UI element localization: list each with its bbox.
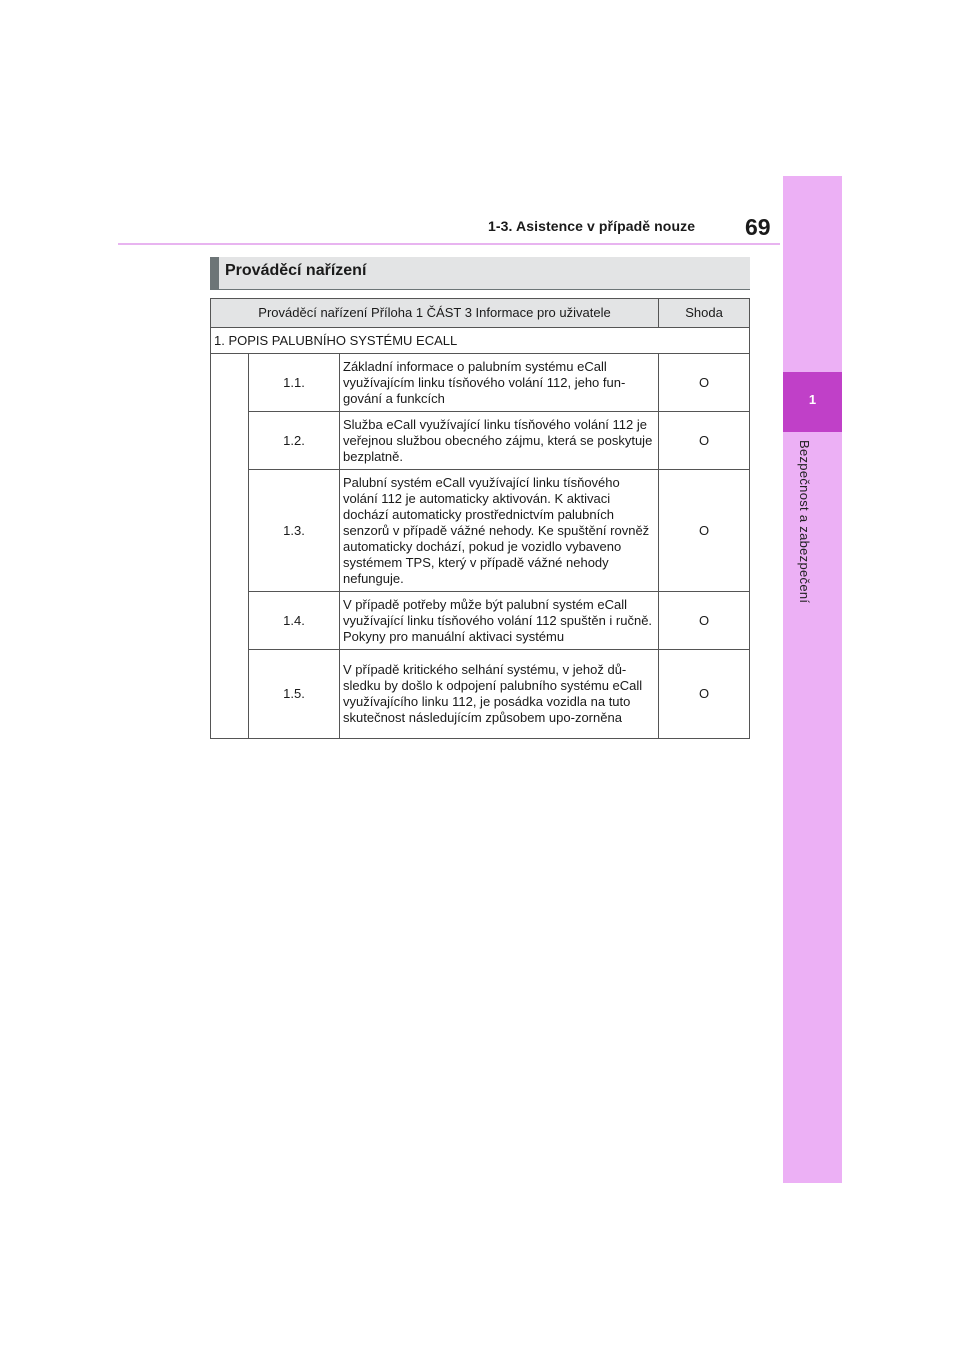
chapter-section-title: 1-3. Asistence v případě nouze <box>488 218 696 234</box>
regulation-table <box>210 298 750 739</box>
table-row-text: Palubní systém eCall využívající linku tísňového volání 112 je automaticky aktivován. K aktivaci dochází automaticky prostřednictvím palubních senzorů v případě vážné nehody. Ke spuštění rovněž automaticky dochází, pokud je vozidlo vybaveno systémem TPS, který v případě vážné nehody nefunguje. <box>340 470 659 592</box>
section-heading-underline <box>210 289 750 290</box>
table-row-number: 1.4. <box>249 592 340 650</box>
table-header-requirement: Prováděcí nařízení Příloha 1 ČÁST 3 Informace pro uživatele <box>211 299 659 328</box>
table-chapter-title: 1. POPIS PALUBNÍHO SYSTÉMU ECALL <box>211 328 750 354</box>
table-row-number: 1.1. <box>249 354 340 412</box>
header-divider <box>118 243 780 245</box>
chapter-side-tab <box>783 176 842 1183</box>
page-number: 69 <box>745 214 771 240</box>
table-row-match: O <box>659 412 750 470</box>
table-row <box>211 592 750 650</box>
table-row-match: O <box>659 592 750 650</box>
table-row-match: O <box>659 470 750 592</box>
table-row-number: 1.5. <box>249 650 340 739</box>
table-row <box>211 650 750 739</box>
table-row-text: V případě potřeby může být palubní systém eCall využívající linku tísňového volání 112 spuštěn i ručně. Pokyny pro manuální aktivaci systému <box>340 592 659 650</box>
table-indent-cell <box>211 354 249 739</box>
table-row <box>211 470 750 592</box>
table-row-text: Základní informace o palubním systému eCall využívajícím linku tísňového volání 112, jeho fun-gování a funkcích <box>340 354 659 412</box>
table-header-row <box>211 299 750 328</box>
table-row-text: Služba eCall využívající linku tísňového volání 112 je veřejnou službou obecného zájmu, která se poskytuje bezplatně. <box>340 412 659 470</box>
table-row-number: 1.2. <box>249 412 340 470</box>
table-chapter-row <box>211 328 750 354</box>
table-header-match: Shoda <box>659 299 750 328</box>
table-row-match: O <box>659 354 750 412</box>
chapter-side-tab-label: Bezpečnost a zabezpečení <box>797 440 812 604</box>
section-heading: Prováděcí nařízení <box>210 257 750 289</box>
table-row-match: O <box>659 650 750 739</box>
table-row-text: V případě kritického selhání systému, v jehož dů-sledku by došlo k odpojení palubního systému eCall využívajícího linku 112, je posádka vozidla na tuto skutečnost následujícím způsobem upo-zorněna <box>340 650 659 739</box>
table-row-number: 1.3. <box>249 470 340 592</box>
table-row <box>211 412 750 470</box>
table-row <box>211 354 750 412</box>
chapter-side-tab-number: 1 <box>808 392 817 407</box>
